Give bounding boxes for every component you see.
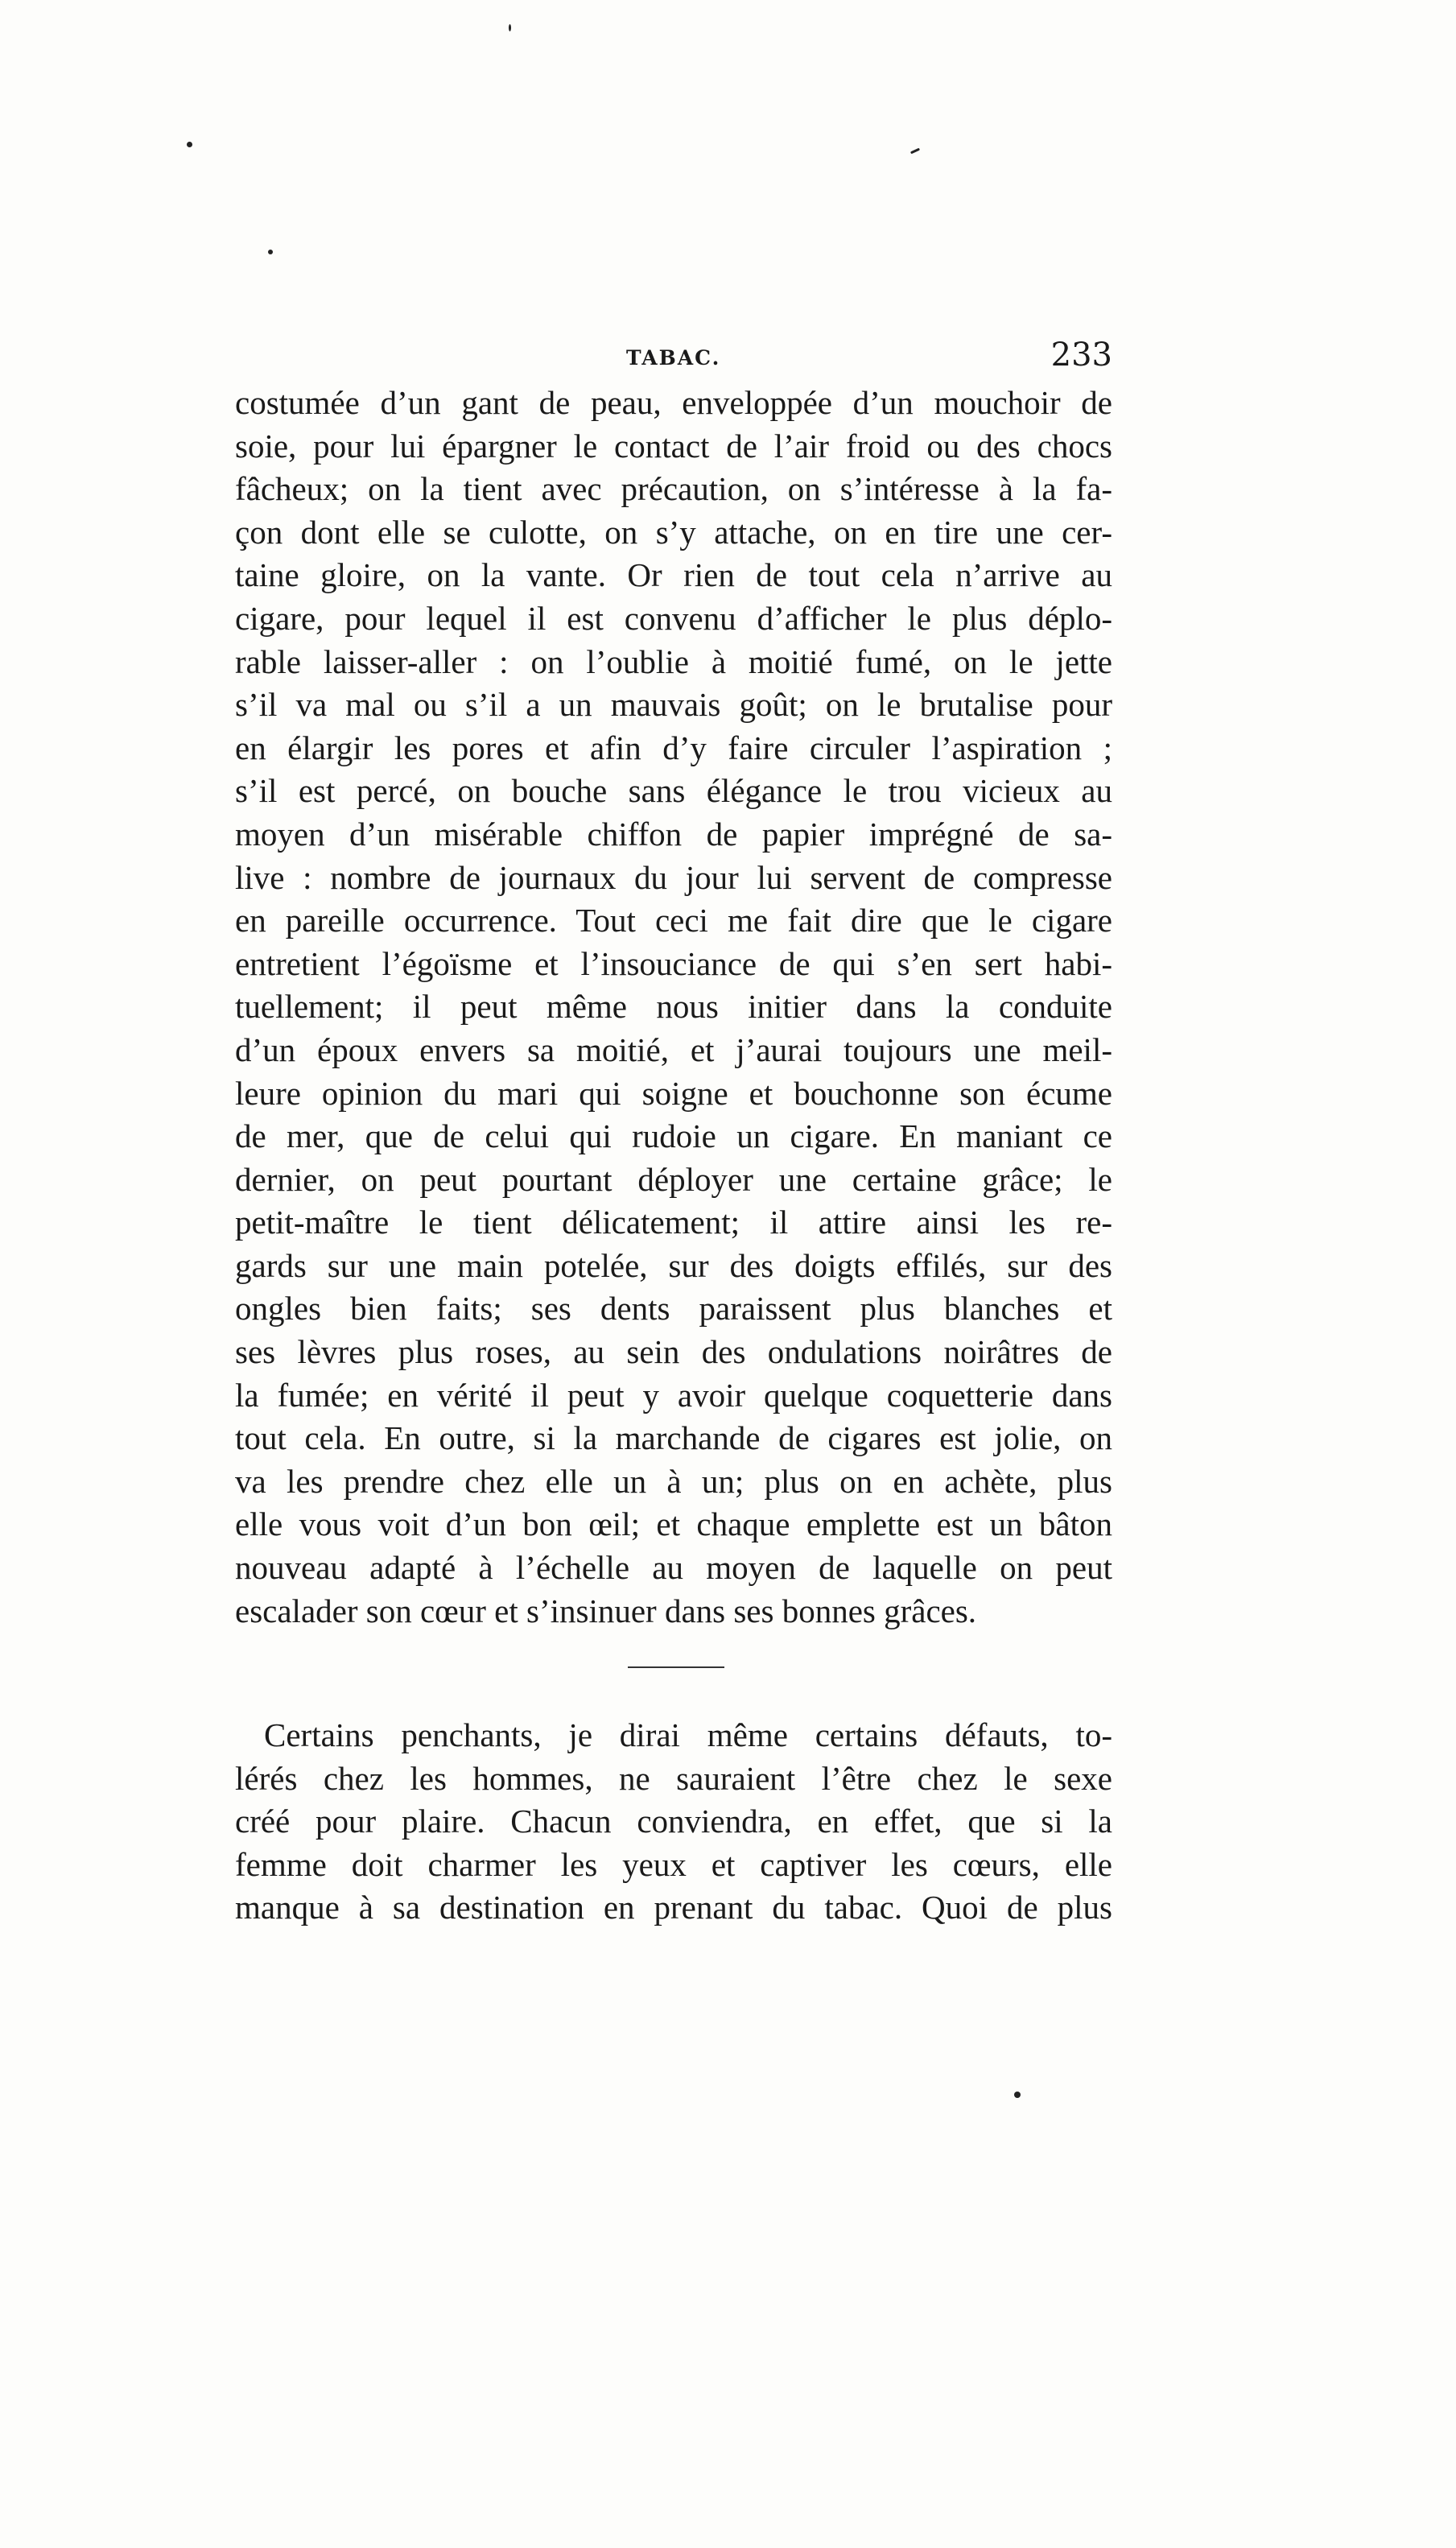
text-line: s’il est percé, on bouche sans élégance le trou vicieux au (235, 772, 1112, 810)
ink-speck (509, 24, 511, 31)
text-line: leure opinion du mari qui soigne et bouchonne son écume (235, 1074, 1112, 1112)
ink-speck (187, 142, 192, 147)
text-line: dernier, on peut pourtant déployer une certaine grâce; le (235, 1160, 1112, 1198)
text-line: taine gloire, on la vante. Or rien de tout cela n’arrive au (235, 556, 1112, 594)
text-line: d’un époux envers sa moitié, et j’aurai toujours une meil- (235, 1030, 1112, 1068)
text-line: en élargir les pores et afin d’y faire circuler l’aspiration ; (235, 729, 1112, 766)
text-line: ses lèvres plus roses, au sein des ondulations noirâtres de (235, 1333, 1112, 1371)
text-line: petit-maître le tient délicatement; il attire ainsi les re- (235, 1204, 1112, 1241)
ink-speck (910, 148, 920, 155)
text-line: rable laisser-aller : on l’oublie à moitié fumé, on le jette (235, 642, 1112, 680)
text-line: fâcheux; on la tient avec précaution, on s’intéresse à la fa- (235, 470, 1112, 508)
text-line: costumée d’un gant de peau, enveloppée d’un mouchoir de (235, 384, 1112, 421)
text-line: entretient l’égoïsme et l’insouciance de qui s’en sert habi- (235, 944, 1112, 982)
paragraph-2 (235, 1714, 1112, 1930)
text-line: en pareille occurrence. Tout ceci me fait dire que le cigare (235, 902, 1112, 939)
running-head: TABAC. (626, 346, 721, 370)
text-line: lérés chez les hommes, ne sauraient l’être chez le sexe (235, 1759, 1112, 1797)
text-line: çon dont elle se culotte, on s’y attache, on en tire une cer- (235, 513, 1112, 551)
text-line: cigare, pour lequel il est convenu d’afficher le plus déplo- (235, 599, 1112, 637)
text-line: escalader son cœur et s’insinuer dans ses bonnes grâces. (235, 1592, 977, 1629)
text-line: tout cela. En outre, si la marchande de cigares est jolie, on (235, 1419, 1112, 1457)
text-line: moyen d’un misérable chiffon de papier imprégné de sa- (235, 815, 1112, 853)
text-line: nouveau adapté à l’échelle au moyen de laquelle on peut (235, 1549, 1112, 1587)
text-line: manque à sa destination en prenant du tabac. Quoi de plus (235, 1889, 1112, 1926)
paragraph-1 (235, 382, 1112, 1633)
text-line: live : nombre de journaux du jour lui servent de compresse (235, 858, 1112, 896)
ink-speck (1014, 2092, 1021, 2098)
page-number: 233 (1050, 337, 1112, 374)
text-line: femme doit charmer les yeux et captiver les cœurs, elle (235, 1845, 1112, 1883)
text-line: va les prendre chez elle un à un; plus on en achète, plus (235, 1462, 1112, 1500)
section-divider (628, 1666, 724, 1668)
text-line: la fumée; en vérité il peut y avoir quelque coquetterie dans (235, 1376, 1112, 1414)
text-line: soie, pour lui épargner le contact de l’air froid ou des chocs (235, 427, 1112, 465)
text-line: elle vous voit d’un bon œil; et chaque emplette est un bâton (235, 1505, 1112, 1543)
page-header (235, 337, 1112, 385)
ink-speck (268, 250, 273, 254)
text-line: tuellement; il peut même nous initier dans la conduite (235, 988, 1112, 1026)
text-line: de mer, que de celui qui rudoie un cigare. En maniant ce (235, 1117, 1112, 1155)
text-line: ongles bien faits; ses dents paraissent plus blanches et (235, 1290, 1112, 1328)
text-line: gards sur une main potelée, sur des doigts effilés, sur des (235, 1246, 1112, 1284)
text-line: Certains penchants, je dirai même certains défauts, to- (264, 1716, 1112, 1753)
text-line: s’il va mal ou s’il a un mauvais goût; on le brutalise pour (235, 686, 1112, 724)
text-line: créé pour plaire. Chacun conviendra, en effet, que si la (235, 1803, 1112, 1840)
